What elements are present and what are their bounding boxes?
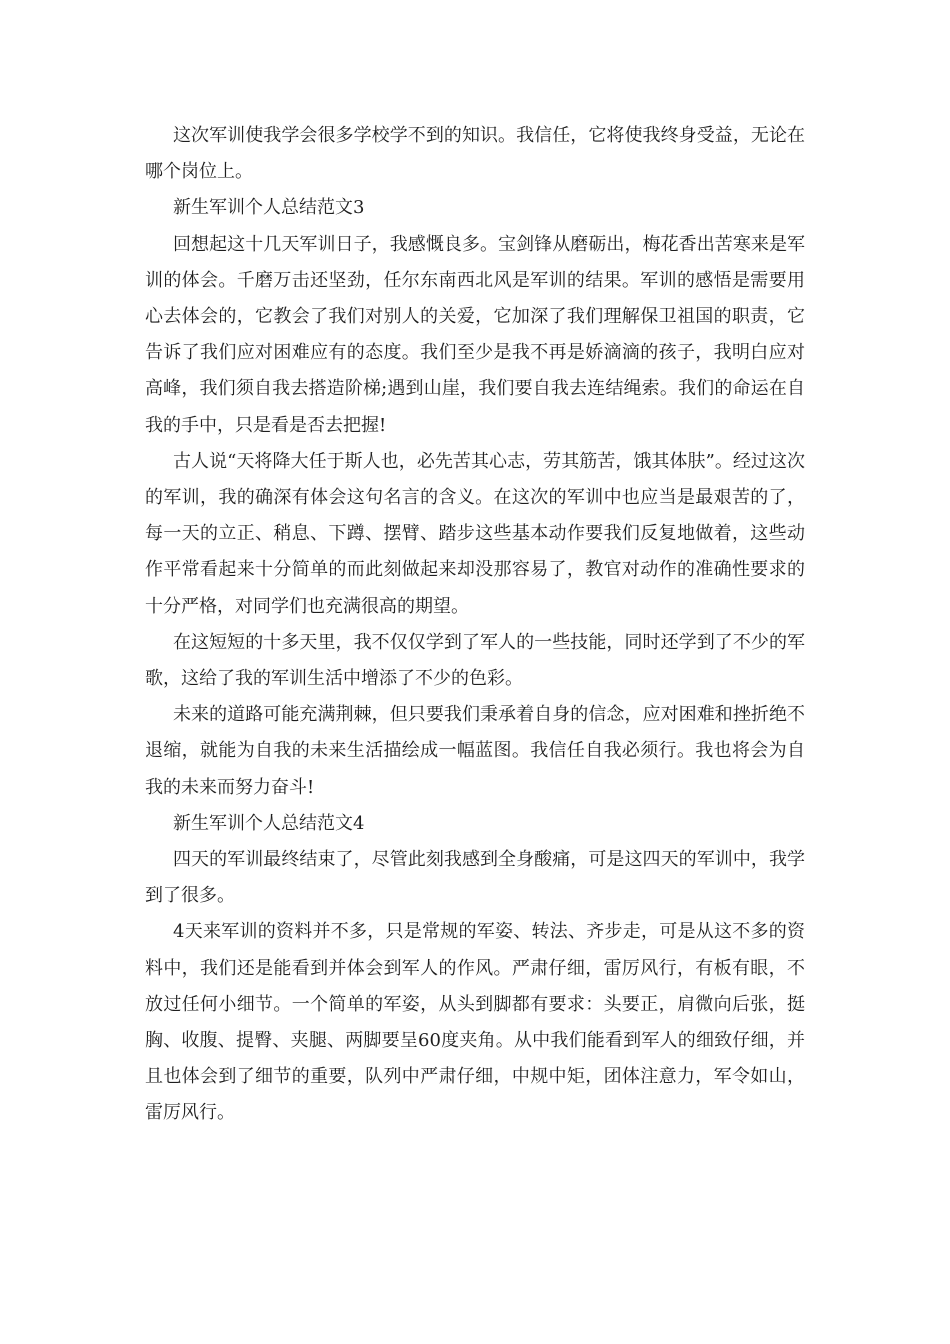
paragraph-3: 古人说“天将降大任于斯人也，必先苦其心志，劳其筋苦，饿其体肤”。经过这次的军训，我的确深有体会这句名言的含义。在这次的军训中也应当是最艰苦的了，每一天的立正、稍息、下蹲、摆臂、踏步这些基本动作要我们反复地做着，这些动作平常看起来十分简单的而此刻做起来却没那容易了，教官对动作的准确性要求的十分严格，对同学们也充满很高的期望。 (145, 450, 805, 617)
paragraph-1: 这次军训使我学会很多学校学不到的知识。我信任，它将使我终身受益，无论在哪个岗位上。 (145, 125, 805, 183)
paragraph-2: 回想起这十几天军训日子，我感慨良多。宝剑锋从磨砺出，梅花香出苦寒来是军训的体会。千磨万击还坚劲，任尔东南西北风是军训的结果。军训的感悟是需要用心去体会的，它教会了我们对别人的关爱，它加深了我们理解保卫祖国的职责，它告诉了我们应对困难应有的态度。我们至少是我不再是娇滴滴的孩子，我明白应对高峰，我们须自我去搭造阶梯;遇到山崖，我们要自我去连结绳索。我们的命运在自我的手中，只是看是否去把握! (145, 233, 805, 436)
section-heading-3: 新生军训个人总结范文3 (173, 197, 365, 219)
document-body (145, 118, 805, 1132)
paragraph-5: 未来的道路可能充满荆棘，但只要我们秉承着自身的信念，应对困难和挫折绝不退缩，就能为自我的未来生活描绘成一幅蓝图。我信任自我必须行。我也将会为自我的未来而努力奋斗! (145, 704, 805, 798)
paragraph-6: 四天的军训最终结束了，尽管此刻我感到全身酸痛，可是这四天的军训中，我学到了很多。 (145, 849, 805, 907)
section-heading-4: 新生军训个人总结范文4 (173, 812, 365, 834)
paragraph-4: 在这短短的十多天里，我不仅仅学到了军人的一些技能，同时还学到了不少的军歌，这给了我的军训生活中增添了不少的色彩。 (145, 631, 805, 690)
paragraph-7: 4天来军训的资料并不多，只是常规的军姿、转法、齐步走，可是从这不多的资料中，我们还是能看到并体会到军人的作风。严肃仔细，雷厉风行，有板有眼，不放过任何小细节。一个简单的军姿，从头到脚都有要求：头要正，肩微向后张，挺胸、收腹、提臀、夹腿、两脚要呈60度夹角。从中我们能看到军人的细致仔细，并且也体会到了细节的重要，队列中严肃仔细，中规中矩，团体注意力，军令如山，雷厉风行。 (145, 921, 805, 1124)
